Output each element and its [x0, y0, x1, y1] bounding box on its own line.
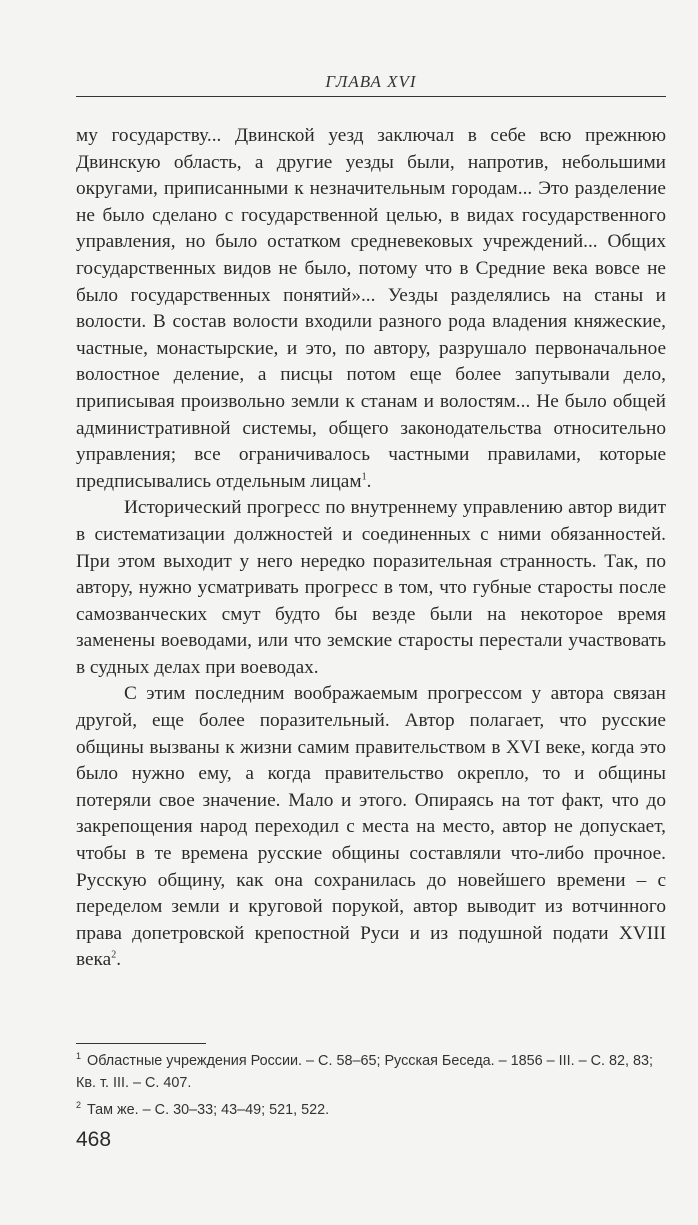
paragraph-1: му государству... Двинской уезд заключал в себе всю прежнюю Двинскую область, а другие уезды были, напротив, небольшими округами, приписанными к незначительным городам... Это разделение не было сделано с государственной целью, в видах государственного управления, но было остатком средневековых учреждений... Общих государственных видов не было, потому что в Средние века вовсе не было государственных понятий»... Уезды разделялись на станы и волости. В состав волости входили разного рода владения княжеские, частные, монастырские, и это, по автору, разрушало первоначальное волостное деление, а писцы потом еще более запутывали дело, приписывая произвольно земли к станам и волостям... Не было общей административной системы, общего законодательства относительно управления; все ограничивалось частными правилами, которые предписывались отдельным лицам$^1$. [76, 125, 666, 492]
header-rule [76, 96, 666, 97]
footnote-1 [76, 1050, 666, 1094]
paragraph-2-text: Исторический прогресс по внутреннему управлению автор видит в систематизации должностей и соединенных с ними обязанностей. При этом выходит у него нередко поразительная странность. Так, по автору, нужно усматривать прогресс в том, что губные старосты после самозванческих смут будто бы везде были на некоторое время заменены воеводами, или что земские старосты перестали участвовать в судных делах при воеводах. [76, 497, 666, 678]
paragraph-1-text: му государству... Двинской уезд заключал в себе всю прежнюю Двинскую область, а другие уезды были, напротив, небольшими округами, приписанными к незначительным городам... Это разделение не было сделано с государственной целью, в видах государственного управления, но было остатком средневековых учреждений... Общих государственных видов не было, потому что в Средние века вовсе не было государственных понятий»... Уезды разделялись на станы и волости. В состав волости входили разного рода владения княжеские, частные, монастырские, и это, по автору, разрушало первоначальное волостное деление, а писцы потом еще более запутывали дело, приписывая произвольно земли к станам и волостям... Не было общей административной системы, общего законодательства относительно управления; все ограничивалось частными правилами, которые предписывались отдельным лицам [76, 125, 666, 492]
footnote-2-text: Там же. – С. 30–33; 43–49; 521, 522. [87, 1102, 330, 1118]
main-text [76, 123, 666, 974]
paragraph-3-text: С этим последним воображаемым прогрессом у автора связан другой, еще более поразительный. Автор полагает, что русские общины вызваны к жизни самим правительством в XVI веке, когда это было нужно ему, а когда правительство окрепло, то и общины потеряли свое значение. Мало и этого. Опираясь на тот факт, что до закрепощения народ переходил с места на место, автор не допускает, чтобы в те времена русские общины составляли что-либо прочное. Русскую общину, как она сохранилась до новейшего времени – с переделом земли и круговой порукой, автор выводит из вотчинного права допетровской крепостной Руси и из подушной подати XVIII века [76, 683, 666, 971]
footnote-rule [76, 1043, 206, 1044]
paragraph-3: С этим последним воображаемым прогрессом у автора связан другой, еще более поразительный. Автор полагает, что русские общины вызваны к жизни самим правительством в XVI веке, когда это было нужно ему, а когда правительство окрепло, то и общины потеряли свое значение. Мало и этого. Опираясь на тот факт, что до закрепощения народ переходил с места на место, автор не допускает, чтобы в те времена русские общины составляли что-либо прочное. Русскую общину, как она сохранилась до новейшего времени – с переделом земли и круговой порукой, автор выводит из вотчинного права допетровской крепостной Руси и из подушной подати XVIII века$^2$. [76, 683, 666, 971]
footnotes [76, 1050, 666, 1126]
footnote-2 [76, 1099, 666, 1121]
footnote-1-text: Областные учреждения России. – С. 58–65; Русская Беседа. – 1856 – III. – С. 82, 83; Кв. т. III. – С. 407. [76, 1053, 654, 1091]
footnote-ref-1: 1 [361, 471, 367, 483]
paragraph-2 [76, 495, 666, 681]
footnote-ref-2: 2 [111, 949, 117, 961]
footnote-1-mark: 1 [76, 1051, 82, 1062]
footnote-2-mark: 2 [76, 1100, 82, 1111]
running-head: ГЛАВА XVI [325, 72, 417, 91]
page-number: 468 [76, 1128, 112, 1151]
